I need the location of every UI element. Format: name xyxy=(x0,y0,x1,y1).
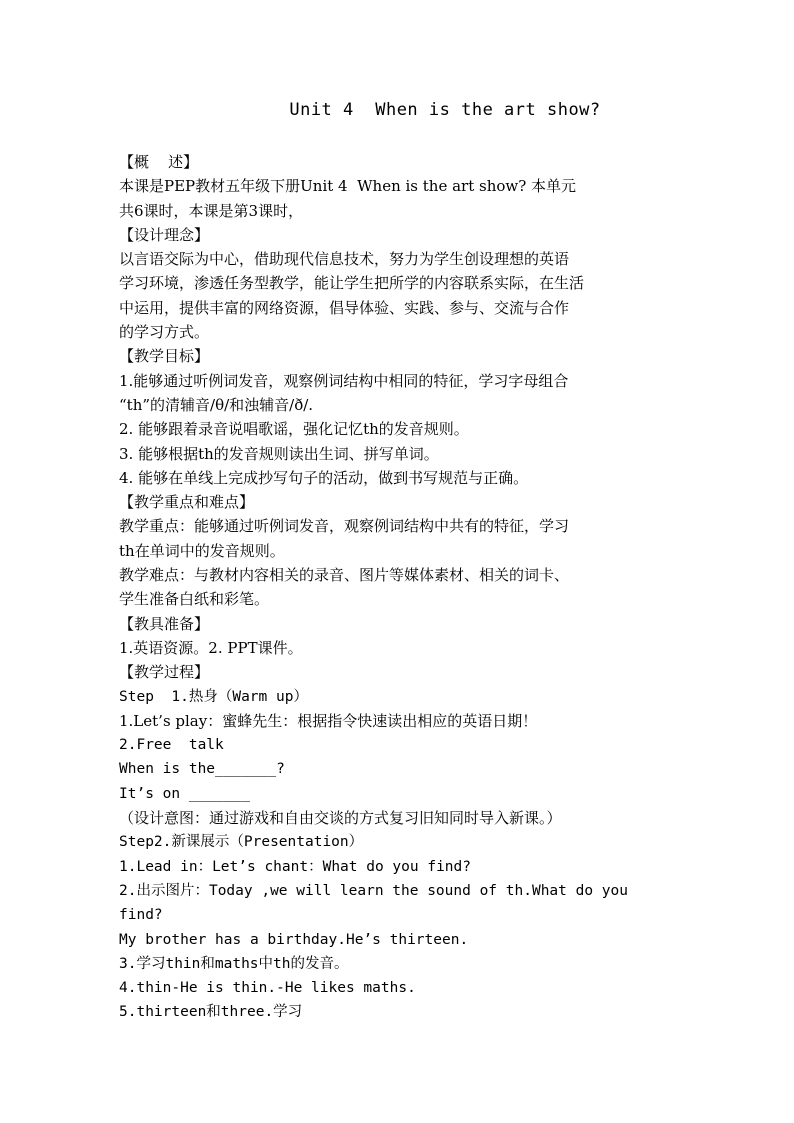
process-line-brother: My brother has a birthday.He’s thirteen. xyxy=(119,931,469,948)
difficulty-line-1: 教学难点：与教材内容相关的录音、图片等媒体素材、相关的词卡、 xyxy=(119,566,570,585)
page-title: Unit 4 When is the art show? xyxy=(289,100,601,120)
materials-line: 1.英语资源。2. PPT课件。 xyxy=(119,638,303,657)
overview-line-2: 共6课时，本课是第3课时， xyxy=(119,201,304,220)
document-body xyxy=(119,150,679,1025)
overview-line-1: 本课是PEP教材五年级下册Unit 4 When is the art show? 本单元 xyxy=(119,177,577,196)
key-point-line-2: th在单词中的发音规则。 xyxy=(119,541,285,560)
process-line-find: find? xyxy=(119,907,163,924)
objective-line-1: 1.能够通过听例词发音，观察例词结构中相同的特征，学习字母组合 xyxy=(119,371,569,390)
design-concept-line-1: 以言语交际为中心，借助现代信息技术，努力为学生创设理想的英语 xyxy=(119,250,570,269)
process-step-2: Step2.新课展示（Presentation） xyxy=(119,834,364,851)
process-line-lead-in: 1.Lead in：Let’s chant：What do you find? xyxy=(119,858,472,875)
process-step-1: Step 1.热身（Warm up） xyxy=(119,688,308,705)
process-line-show-picture: 2.出示图片：Today ,we will learn the sound of th.What do you xyxy=(119,882,628,899)
process-line-free-talk: 2.Free talk xyxy=(119,737,224,754)
section-heading-process: 【教学过程】 xyxy=(119,663,210,682)
objective-line-2: “th”的清辅音/θ/和浊辅音/ð/. xyxy=(119,395,314,414)
difficulty-line-2: 学生准备白纸和彩笔。 xyxy=(119,590,270,609)
section-heading-overview: 【概 述】 xyxy=(119,153,199,171)
objective-line-5: 4. 能够在单线上完成抄写句子的活动，做到书写规范与正确。 xyxy=(119,468,529,487)
process-line-its-on: It’s on _______ xyxy=(119,785,250,802)
process-line-thin-sentence: 4.thin-He is thin.-He likes maths. xyxy=(119,980,416,997)
process-line-lets-play: 1.Let’s play：蜜蜂先生：根据指令快速读出相应的英语日期！ xyxy=(119,711,538,730)
process-line-learn-thin: 3.学习thin和maths中th的发音。 xyxy=(119,955,349,972)
objective-line-3: 2. 能够跟着录音说唱歌谣，强化记忆th的发音规则。 xyxy=(119,420,469,439)
objective-line-4: 3. 能够根据th的发音规则读出生词、拼写单词。 xyxy=(119,444,439,463)
design-concept-line-4: 的学习方式。 xyxy=(119,323,210,342)
process-line-design-intent: （设计意图：通过游戏和自由交谈的方式复习旧知同时导入新课。） xyxy=(119,809,562,828)
section-heading-objectives: 【教学目标】 xyxy=(119,347,210,366)
design-concept-line-3: 中运用，提供丰富的网络资源，倡导体验、实践、参与、交流与合作 xyxy=(119,298,570,317)
process-line-when-is: When is the_______? xyxy=(119,761,285,778)
section-heading-design-concept: 【设计理念】 xyxy=(119,225,210,244)
process-line-thirteen: 5.thirteen和three.学习 xyxy=(119,1004,303,1021)
design-concept-line-2: 学习环境，渗透任务型教学，能让学生把所学的内容联系实际，在生活 xyxy=(119,274,585,293)
section-heading-materials: 【教具准备】 xyxy=(119,614,210,633)
section-heading-key-points: 【教学重点和难点】 xyxy=(119,493,255,512)
key-point-line-1: 教学重点：能够通过听例词发音，观察例词结构中共有的特征，学习 xyxy=(119,517,570,536)
